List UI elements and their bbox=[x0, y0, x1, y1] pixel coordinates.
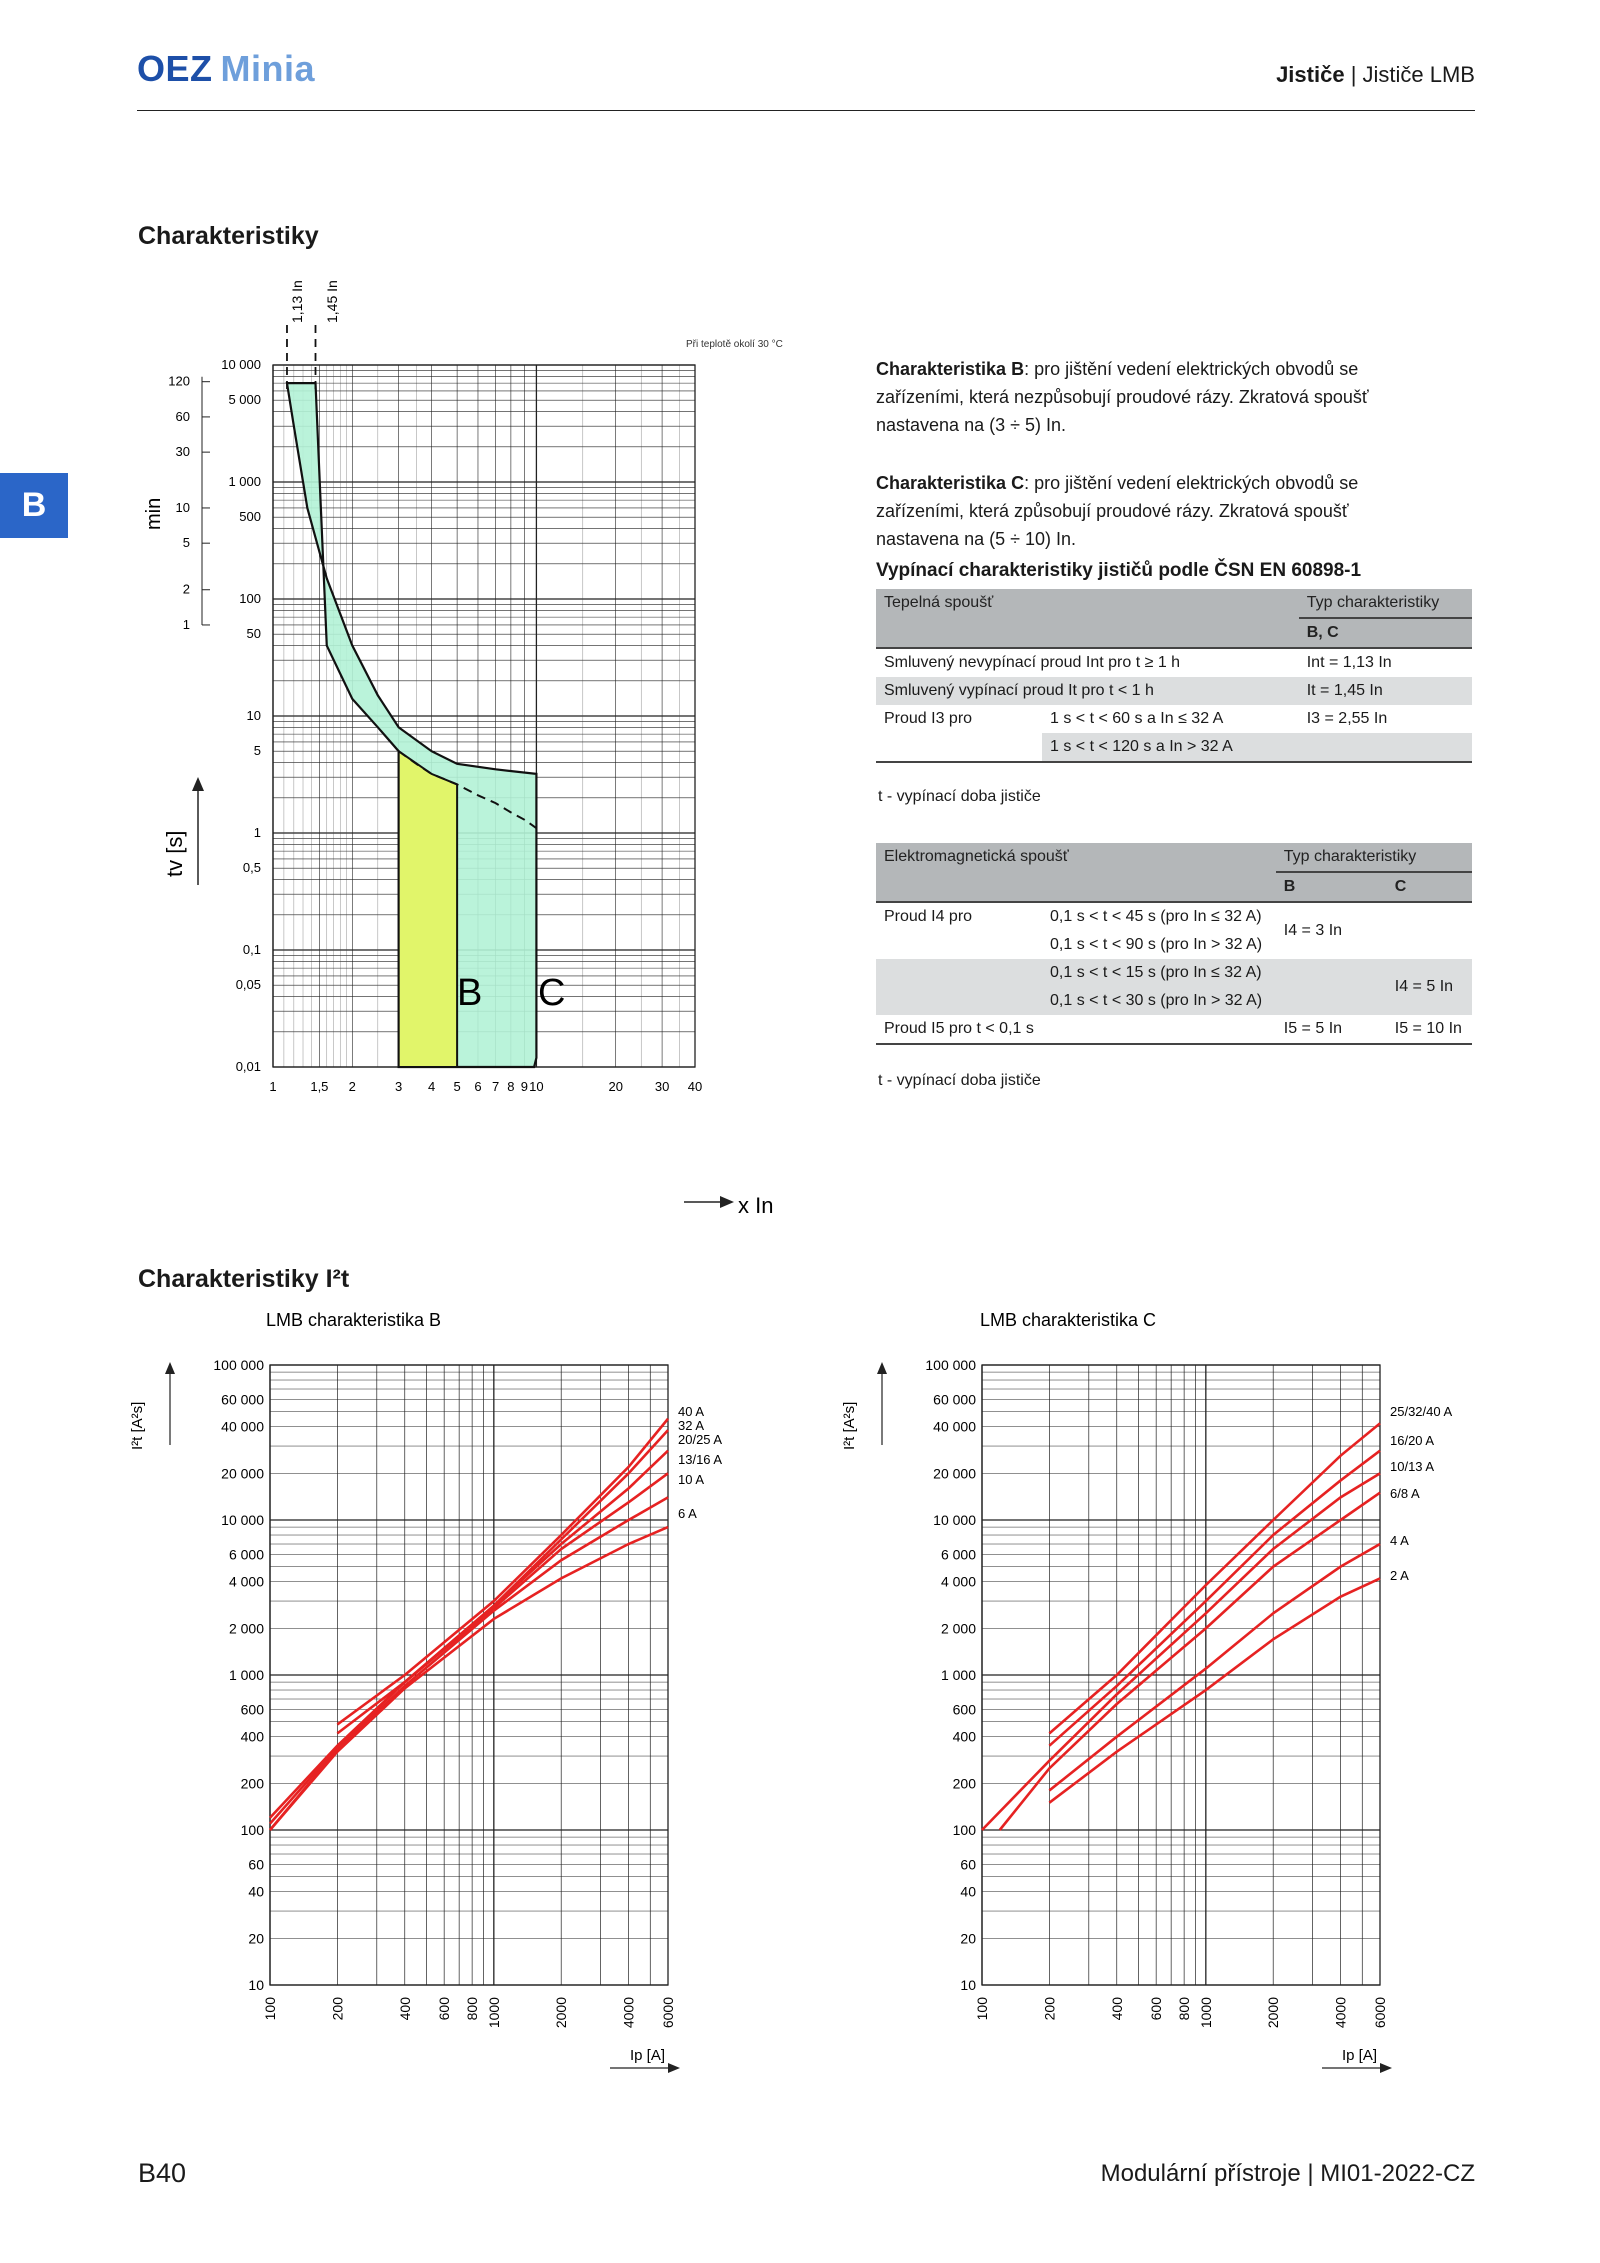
table2-row-label bbox=[876, 931, 1042, 959]
min-tick-label: 60 bbox=[175, 408, 190, 424]
x-tick-label: 2 bbox=[348, 1079, 356, 1094]
series-label: 6 A bbox=[678, 1506, 697, 1521]
characteristic-descriptions bbox=[876, 355, 1436, 583]
table2-row-condition: 0,1 s < t < 90 s (pro In > 32 A) bbox=[1050, 936, 1263, 953]
series-line bbox=[270, 1527, 668, 1830]
section-breadcrumb bbox=[1276, 62, 1475, 88]
y-tick-label: 60 bbox=[248, 1856, 264, 1873]
x-arrow-head bbox=[1380, 2063, 1392, 2073]
x-tick-label: 800 bbox=[1176, 1997, 1193, 2021]
b-area bbox=[399, 751, 457, 1067]
x-tick-label: 8 bbox=[507, 1079, 515, 1094]
y-tick-label: 10 bbox=[960, 1977, 976, 1993]
y-tick-label: 10 000 bbox=[221, 1512, 264, 1528]
table2-rule bbox=[876, 1044, 1472, 1045]
y-tick-label: 1 000 bbox=[228, 1667, 264, 1683]
table1-subheader bbox=[876, 618, 1472, 648]
table2-subheader bbox=[876, 872, 1472, 902]
x-tick-label: 20 bbox=[608, 1079, 623, 1094]
series-line bbox=[270, 1497, 668, 1830]
brand-logo bbox=[137, 48, 315, 90]
table1-rule bbox=[876, 762, 1472, 763]
table1-head-sub: B, C bbox=[1299, 618, 1472, 648]
series-label: 16/20 A bbox=[1390, 1433, 1435, 1448]
y-tick-label: 6 000 bbox=[940, 1546, 976, 1563]
table2-row-c: I4 = 5 In bbox=[1387, 959, 1472, 1015]
xlabel-xin: x In bbox=[738, 1193, 774, 1218]
table2-row-c bbox=[1387, 902, 1472, 959]
y-tick-label: 100 000 bbox=[925, 1357, 976, 1373]
x-tick-label: 40 bbox=[687, 1079, 703, 1094]
x-tick-label: 30 bbox=[654, 1079, 670, 1094]
curve-label-c: C bbox=[538, 972, 566, 1014]
table1-head-left: Tepelná spoušť bbox=[876, 589, 1299, 618]
y-tick-label: 20 000 bbox=[933, 1465, 976, 1482]
x-tick-label: 600 bbox=[1148, 1997, 1165, 2021]
y-tick-label: 0,01 bbox=[235, 1059, 261, 1074]
table2-row-label: Proud I5 pro t < 0,1 s bbox=[884, 1020, 1034, 1037]
min-tick-label: 30 bbox=[175, 444, 190, 460]
x-tick-label: 200 bbox=[329, 1997, 346, 2021]
footer-doc: Modulární přístroje | MI01-2022-CZ bbox=[1100, 2160, 1475, 2187]
y-tick-label: 10 bbox=[246, 708, 261, 723]
section-title-i2t: Charakteristiky I²t bbox=[138, 1265, 350, 1293]
i2t-b-xlabel: Ip [A] bbox=[630, 2047, 666, 2064]
i2t-c-grid bbox=[877, 1357, 1392, 2073]
series-label: 4 A bbox=[1390, 1533, 1409, 1548]
page-number: B40 bbox=[138, 2158, 187, 2188]
y-tick-label: 2 000 bbox=[940, 1620, 976, 1637]
y-tick-label: 10 000 bbox=[221, 357, 261, 372]
y-tick-label: 20 bbox=[960, 1930, 976, 1947]
x-tick-label: 400 bbox=[1108, 1997, 1125, 2021]
top-label-2: 1,45 In bbox=[324, 280, 340, 323]
logo-oez: OEZ bbox=[137, 48, 213, 89]
series-label: 2 A bbox=[1390, 1568, 1409, 1583]
y-tick-label: 0,5 bbox=[242, 860, 261, 876]
section-title-characteristics: Charakteristiky bbox=[138, 222, 319, 250]
series-line bbox=[337, 1419, 668, 1725]
y-tick-label: 200 bbox=[952, 1775, 976, 1792]
table2-note: t - vypínací doba jističe bbox=[878, 1072, 1041, 1089]
x-tick-label: 6 bbox=[474, 1079, 482, 1094]
series-label: 20/25 A bbox=[678, 1432, 723, 1447]
table2-header bbox=[876, 843, 1472, 872]
table1-row-value bbox=[1299, 733, 1472, 762]
breadcrumb-main: Jističe bbox=[1276, 62, 1345, 87]
description-b-title: Charakteristika B bbox=[876, 359, 1025, 379]
table2-head-right: Typ charakteristiky bbox=[1276, 843, 1472, 872]
x-tick-label: 5 bbox=[453, 1079, 461, 1094]
x-tick-label: 2000 bbox=[553, 1997, 570, 2029]
y-tick-label: 600 bbox=[952, 1701, 976, 1718]
table1-row-value: It = 1,45 In bbox=[1299, 677, 1472, 705]
ylabel-time: tv [s] bbox=[162, 830, 187, 877]
i2t-c-ylabel: I²t [A²s] bbox=[841, 1401, 858, 1450]
min-tick-label: 10 bbox=[175, 499, 190, 515]
series-label: 40 A bbox=[678, 1404, 705, 1419]
y-tick-label: 100 bbox=[952, 1822, 976, 1838]
side-tab-b: B bbox=[0, 473, 68, 538]
table1-row-label: Smluvený nevypínací proud Int pro t ≥ 1 h bbox=[876, 648, 1299, 677]
x-tick-label: 6000 bbox=[1372, 1997, 1388, 2029]
x-tick-label: 10 bbox=[529, 1079, 544, 1094]
x-tick-label: 100 bbox=[974, 1997, 990, 2021]
x-tick-label: 400 bbox=[396, 1997, 413, 2021]
table2-row-b bbox=[1276, 959, 1387, 1015]
series-label: 25/32/40 A bbox=[1390, 1404, 1453, 1419]
y-tick-label: 20 bbox=[248, 1930, 264, 1947]
i2t-c-lines bbox=[982, 1404, 1452, 1830]
i2t-b-ylabel: I²t [A²s] bbox=[129, 1401, 146, 1450]
x-arrow-head bbox=[720, 1196, 734, 1208]
x-tick-label: 600 bbox=[436, 1997, 453, 2021]
table1-row-value: Int = 1,13 In bbox=[1299, 648, 1472, 677]
trip-characteristic-chart bbox=[130, 265, 830, 1225]
min-tick-label: 120 bbox=[168, 373, 190, 389]
y-tick-label: 0,1 bbox=[242, 942, 261, 957]
x-tick-label: 100 bbox=[262, 1997, 278, 2021]
table1-bottom-rule bbox=[876, 762, 1472, 763]
series-line bbox=[1000, 1493, 1380, 1830]
y-arrow-head bbox=[192, 777, 204, 791]
series-label: 6/8 A bbox=[1390, 1486, 1420, 1501]
min-tick-label: 1 bbox=[182, 616, 190, 632]
x-tick-label: 4000 bbox=[1332, 1997, 1349, 2029]
y-tick-label: 1 000 bbox=[228, 474, 261, 489]
y-tick-label: 400 bbox=[240, 1728, 264, 1745]
table2-row-condition: 0,1 s < t < 15 s (pro In ≤ 32 A) bbox=[1042, 959, 1276, 987]
table2-row-b: I5 = 5 In bbox=[1283, 1020, 1343, 1037]
table2-head-left: Elektromagnetická spoušť bbox=[876, 843, 1276, 872]
y-tick-label: 600 bbox=[240, 1701, 264, 1718]
table1-row-value: I3 = 2,55 In bbox=[1306, 710, 1388, 727]
table2-row-label bbox=[876, 987, 1042, 1015]
table2-row-condition: 0,1 s < t < 45 s (pro In ≤ 32 A) bbox=[1042, 902, 1276, 931]
table1-row-label bbox=[876, 733, 1042, 762]
series-label: 10/13 A bbox=[1390, 1459, 1435, 1474]
description-c-title: Charakteristika C bbox=[876, 473, 1025, 493]
table2-row-c: I5 = 10 In bbox=[1394, 1020, 1462, 1037]
y-tick-label: 4 000 bbox=[940, 1573, 976, 1590]
series-line bbox=[1049, 1423, 1380, 1733]
i2t-chart-b bbox=[110, 1300, 750, 2080]
ylabel-min: min bbox=[143, 497, 165, 530]
y-tick-label: 0,05 bbox=[235, 977, 261, 993]
y-tick-label: 40 000 bbox=[221, 1418, 264, 1435]
logo-minia: Minia bbox=[220, 48, 316, 89]
x-tick-label: 1000 bbox=[485, 1997, 502, 2029]
y-tick-label: 500 bbox=[239, 509, 261, 525]
table2-row-b: I4 = 3 In bbox=[1276, 902, 1387, 959]
y-tick-label: 100 bbox=[239, 591, 261, 606]
series-label: 10 A bbox=[678, 1472, 705, 1487]
y-tick-label: 100 bbox=[240, 1822, 264, 1838]
description-b-text: : pro jištění vedení elektrických obvodů se zařízeními, která nezpůsobují proudové rázy. Zkratová spoušť nastavena na (3 ÷ 5) In. bbox=[876, 359, 1369, 435]
y-arrow-head bbox=[165, 1362, 175, 1374]
y-tick-label: 1 000 bbox=[940, 1667, 976, 1683]
table1-row-condition: 1 s < t < 120 s a In > 32 A bbox=[1042, 733, 1299, 762]
table1-head-right: Typ charakteristiky bbox=[1299, 589, 1472, 618]
x-tick-label: 7 bbox=[491, 1079, 500, 1094]
description-c bbox=[876, 469, 1436, 553]
table2-row bbox=[876, 959, 1472, 987]
series-line bbox=[1049, 1544, 1380, 1790]
y-tick-label: 40 bbox=[960, 1883, 976, 1900]
y-tick-label: 10 bbox=[248, 1977, 264, 1993]
x-tick-label: 200 bbox=[1041, 1997, 1058, 2021]
description-c-text: : pro jištění vedení elektrických obvodů se zařízeními, která způsobují proudové rázy. Zkratová spoušť nastavena na (5 ÷ 10) In. bbox=[876, 473, 1359, 549]
table1-row-label: Proud I3 pro bbox=[884, 710, 973, 727]
header-divider bbox=[137, 110, 1475, 111]
series-label: 13/16 A bbox=[678, 1452, 723, 1467]
i2t-b-grid bbox=[165, 1357, 680, 2073]
y-tick-label: 5 000 bbox=[228, 392, 261, 408]
y-tick-label: 60 000 bbox=[221, 1391, 264, 1408]
i2t-b-title: LMB charakteristika B bbox=[266, 1310, 442, 1330]
y-tick-label: 5 bbox=[253, 743, 261, 759]
x-tick-label: 1 bbox=[269, 1079, 277, 1094]
table2-bottom-rule bbox=[876, 1044, 1472, 1045]
table1-subhead-empty bbox=[876, 618, 1299, 648]
x-arrow-head bbox=[668, 2063, 680, 2073]
curve-label-b: B bbox=[457, 972, 483, 1014]
breadcrumb-sub: | Jističe LMB bbox=[1350, 62, 1475, 87]
thermal-trip-table bbox=[876, 589, 1472, 763]
i2t-b-lines bbox=[270, 1404, 722, 1830]
table1-row bbox=[876, 648, 1472, 677]
i2t-chart-c bbox=[822, 1300, 1482, 2080]
y-tick-label: 200 bbox=[240, 1775, 264, 1792]
table2-head-c: C bbox=[1387, 872, 1472, 902]
y-tick-label: 100 000 bbox=[213, 1357, 264, 1373]
table2-row-label bbox=[876, 959, 1042, 987]
y-tick-label: 1 bbox=[253, 825, 261, 840]
description-b bbox=[876, 355, 1436, 439]
y-tick-label: 60 000 bbox=[933, 1391, 976, 1408]
series-label: 32 A bbox=[678, 1418, 705, 1433]
y-arrow-head bbox=[877, 1362, 887, 1374]
x-tick-label: 2000 bbox=[1265, 1997, 1282, 2029]
y-tick-label: 4 000 bbox=[228, 1573, 264, 1590]
top-label-1: 1,13 In bbox=[289, 280, 305, 323]
y-tick-label: 10 000 bbox=[933, 1512, 976, 1528]
table2-row bbox=[876, 902, 1472, 931]
table1-note: t - vypínací doba jističe bbox=[878, 788, 1041, 805]
x-tick-label: 800 bbox=[464, 1997, 481, 2021]
i2t-c-xlabel: Ip [A] bbox=[1342, 2047, 1378, 2064]
x-tick-label: 6000 bbox=[660, 1997, 676, 2029]
electromagnetic-trip-table bbox=[876, 843, 1472, 1045]
x-tick-label: 1,5 bbox=[310, 1079, 329, 1094]
table1-row-label: Smluvený vypínací proud It pro t < 1 h bbox=[876, 677, 1299, 705]
y-tick-label: 400 bbox=[952, 1728, 976, 1745]
x-tick-label: 9 bbox=[520, 1079, 528, 1094]
series-line bbox=[270, 1473, 668, 1823]
x-tick-label: 4 bbox=[427, 1079, 436, 1094]
trip-areas bbox=[287, 325, 536, 1067]
table2-row-condition: 0,1 s < t < 30 s (pro In > 32 A) bbox=[1042, 987, 1276, 1015]
y-tick-label: 50 bbox=[246, 626, 261, 642]
chart-note: Při teplotě okolí 30 °C bbox=[686, 339, 783, 350]
table1-row bbox=[876, 705, 1472, 733]
series-line bbox=[270, 1451, 668, 1818]
table2-head-b: B bbox=[1276, 872, 1387, 902]
table2-row-label: Proud I4 pro bbox=[876, 902, 1042, 931]
table2-subhead-empty bbox=[876, 872, 1276, 902]
i2t-c-title: LMB charakteristika C bbox=[980, 1310, 1157, 1330]
y-tick-label: 40 bbox=[248, 1883, 264, 1900]
y-tick-label: 40 000 bbox=[933, 1418, 976, 1435]
table2-row bbox=[876, 1015, 1472, 1044]
series-line bbox=[1049, 1451, 1380, 1746]
table1-row-condition: 1 s < t < 60 s a In ≤ 32 A bbox=[1050, 710, 1224, 727]
y-tick-label: 6 000 bbox=[228, 1546, 264, 1563]
x-tick-label: 4000 bbox=[620, 1997, 637, 2029]
y-tick-label: 60 bbox=[960, 1856, 976, 1873]
table1-row bbox=[876, 733, 1472, 762]
table1-title: Vypínací charakteristiky jističů podle ČSN EN 60898-1 bbox=[876, 560, 1362, 581]
table1-header bbox=[876, 589, 1472, 618]
table1-row bbox=[876, 677, 1472, 705]
y-tick-label: 20 000 bbox=[221, 1465, 264, 1482]
min-tick-label: 5 bbox=[182, 535, 190, 551]
x-tick-label: 3 bbox=[395, 1079, 403, 1094]
y-tick-label: 2 000 bbox=[228, 1620, 264, 1637]
min-tick-label: 2 bbox=[182, 581, 190, 597]
x-tick-label: 1000 bbox=[1197, 1997, 1214, 2029]
